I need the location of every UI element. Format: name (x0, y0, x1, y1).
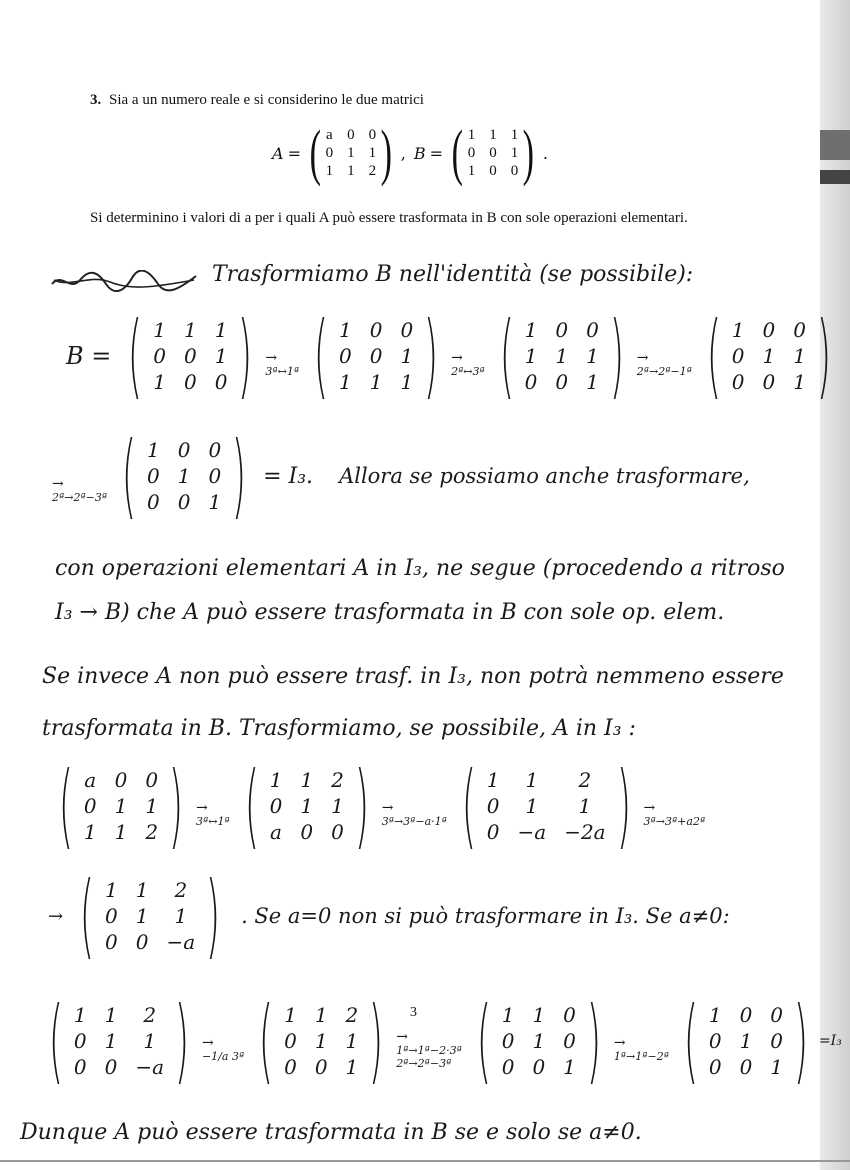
right-paren: ) (380, 119, 393, 187)
matrix-entry: 0 (486, 820, 500, 844)
matrix-entry: 1 (525, 768, 539, 792)
matrix-b (447, 119, 539, 187)
row-op-8: → −1/a 3ª (201, 1035, 245, 1063)
row-op-3: → 2ª→2ª−1ª (636, 350, 692, 378)
matrix-entry: 0 (739, 1003, 753, 1027)
matrix-entry: 0 (284, 1029, 297, 1053)
left-paren: ( (258, 987, 274, 1094)
matrix-b-step-3 (489, 302, 635, 409)
problem-matrices (272, 119, 548, 187)
matrix-entry: 1 (331, 794, 344, 818)
matrix-entry: 1 (300, 768, 314, 792)
matrix-entry: −a (166, 930, 196, 954)
matrix-entry: 0 (83, 794, 97, 818)
row-op-9: → 1ª→1ª−2·3ª 2ª→2ª−3ª (396, 1028, 462, 1070)
matrix-entry: 1 (532, 1029, 546, 1053)
matrix-entry: 1 (708, 1003, 722, 1027)
matrix-entry: 1 (153, 370, 167, 394)
matrix-entry: 0 (489, 144, 497, 161)
matrix-entry: −a (135, 1055, 165, 1079)
matrix-grid (709, 1003, 783, 1079)
matrix-entry: 2 (143, 1003, 157, 1027)
matrix-entry: 0 (563, 1003, 576, 1027)
matrix-grid (84, 768, 158, 844)
matrix-grid (326, 127, 377, 180)
matrix-entry: 0 (145, 768, 159, 792)
right-paren: ) (231, 422, 247, 529)
solution-line-6: trasformata in B. Trasformiamo, se possibile, A in I₃ : (42, 716, 636, 741)
matrix-entry: 0 (555, 370, 569, 394)
matrix-entry: 1 (300, 794, 314, 818)
matrix-entry: 1 (486, 768, 500, 792)
matrix-entry: 0 (708, 1029, 722, 1053)
arrow-icon: → (48, 905, 64, 927)
matrix-entry: 1 (400, 344, 414, 368)
matrix-a-name: A (272, 143, 284, 163)
matrix-entry: 1 (400, 370, 414, 394)
scan-edge-band (820, 170, 850, 184)
matrix-entry: 0 (300, 820, 314, 844)
row-op-5: → 3ª↔1ª (196, 800, 230, 828)
left-paren: ( (476, 987, 491, 1094)
matrix-entry: 0 (177, 490, 191, 514)
matrix-entry: 1 (114, 820, 128, 844)
matrix-grid (105, 878, 195, 954)
matrix-entry: 0 (762, 370, 776, 394)
matrix-a-step-7 (466, 987, 612, 1094)
matrix-a (305, 119, 397, 187)
problem-statement (90, 92, 424, 109)
matrix-entry: 2 (345, 1003, 359, 1027)
problem-question: Si determinino i valori di a per i quali A può essere trasformata in B con sole operazioni elementari. (90, 210, 688, 226)
matrix-entry: 0 (563, 1029, 576, 1053)
matrix-entry: 0 (135, 930, 149, 954)
matrix-entry: 1 (143, 1029, 157, 1053)
matrix-entry: 0 (708, 1055, 722, 1079)
identity-result: = I₃. (263, 463, 314, 489)
matrix-grid (147, 438, 221, 514)
matrix-entry: 0 (105, 904, 118, 928)
matrix-grid (153, 318, 227, 394)
matrix-entry: 1 (105, 878, 118, 902)
matrix-entry: 1 (338, 318, 352, 342)
matrix-entry: 1 (208, 490, 222, 514)
matrix-entry: 0 (369, 318, 383, 342)
matrix-entry: 0 (284, 1055, 297, 1079)
matrix-entry: −a (517, 820, 547, 844)
left-paren: ( (58, 752, 74, 859)
matrix-entry: 1 (314, 1003, 328, 1027)
matrix-entry: 1 (501, 1003, 515, 1027)
row-op-4: → 2ª→2ª−3ª (52, 476, 108, 504)
matrix-entry: 1 (145, 794, 159, 818)
matrix-identity-final (673, 987, 819, 1094)
matrix-entry: 1 (563, 1055, 576, 1079)
row-op-7: → 3ª→3ª+a2ª (643, 800, 706, 828)
matrix-entry: 1 (345, 1029, 359, 1053)
matrix-entry: 0 (770, 1029, 784, 1053)
chain-4-text: . Se a=0 non si può trasformare in I₃. Se a≠0: (241, 904, 730, 928)
matrix-b-step-2 (303, 302, 449, 409)
crossed-out-scribble (50, 270, 200, 292)
identity-matrix (111, 422, 257, 529)
b-label: B = (66, 342, 112, 370)
left-paren: ( (309, 119, 321, 187)
matrix-entry: 1 (135, 878, 149, 902)
problem-number: 3. (90, 92, 102, 108)
matrix-entry: 1 (586, 344, 599, 368)
matrix-entry: 0 (501, 1055, 515, 1079)
matrix-entry: 0 (208, 438, 222, 462)
solution-line-5: Se invece A non può essere trasf. in I₃, non potrà nemmeno essere (42, 664, 784, 689)
right-paren: ) (369, 987, 384, 1094)
matrix-grid (487, 768, 606, 844)
matrix-entry: −2a (564, 820, 606, 844)
matrix-entry: 1 (345, 1055, 359, 1079)
matrix-grid (468, 127, 519, 180)
equals-sign: = (429, 143, 444, 163)
right-paren: ) (586, 987, 602, 1094)
right-paren: ) (816, 302, 832, 409)
matrix-grid (74, 1003, 164, 1079)
matrix-a-step-1 (48, 752, 194, 859)
matrix-b-step-1 (117, 302, 263, 409)
matrix-a-step-3 (451, 752, 642, 859)
matrix-entry: 0 (489, 162, 497, 179)
matrix-entry: 1 (532, 1003, 546, 1027)
matrix-entry: 1 (524, 318, 538, 342)
left-paren: ( (48, 987, 64, 1094)
matrix-entry: 0 (184, 370, 197, 394)
matrix-entry: 1 (525, 794, 539, 818)
left-paren: ( (461, 752, 477, 859)
conclusion: Dunque A può essere trasformata in B se e solo se a≠0. (20, 1120, 642, 1145)
matrix-entry: 1 (104, 1003, 118, 1027)
row-op-6: → 3ª→3ª−a·1ª (381, 800, 447, 828)
matrix-entry: 0 (147, 490, 160, 514)
right-paren: ) (354, 752, 369, 859)
matrix-entry: 1 (739, 1029, 753, 1053)
scan-bottom-line (0, 1160, 850, 1162)
matrix-entry: 2 (578, 768, 592, 792)
matrix-end: . (542, 143, 548, 163)
matrix-entry: 0 (770, 1003, 784, 1027)
matrix-entry: 0 (739, 1055, 753, 1079)
matrix-entry: 2 (174, 878, 188, 902)
matrix-a-step-5 (38, 987, 200, 1094)
matrix-entry: 1 (83, 820, 97, 844)
chain-5 (38, 987, 842, 1094)
matrix-entry: 0 (208, 464, 222, 488)
matrix-entry: 0 (586, 318, 599, 342)
matrix-entry: 1 (73, 1003, 87, 1027)
matrix-entry: 0 (314, 1055, 328, 1079)
matrix-entry: 0 (467, 144, 476, 161)
matrix-entry: 0 (486, 794, 500, 818)
solution-line-1: Trasformiamo B nell'identità (se possibile): (212, 262, 694, 287)
matrix-entry: 1 (793, 370, 806, 394)
equals-sign: = (287, 143, 301, 163)
matrix-a-step-6 (248, 987, 394, 1094)
matrix-grid (339, 318, 413, 394)
chain-3 (48, 752, 709, 859)
matrix-entry: 0 (177, 438, 191, 462)
matrix-entry: 1 (214, 318, 228, 342)
matrix-entry: 0 (510, 162, 519, 179)
right-paren: ) (205, 862, 221, 969)
matrix-entry: 1 (284, 1003, 297, 1027)
left-paren: ( (244, 752, 259, 859)
matrix-entry: 0 (532, 1055, 546, 1079)
left-paren: ( (79, 862, 95, 969)
matrix-entry: 0 (762, 318, 776, 342)
matrix-entry: 1 (555, 344, 569, 368)
matrix-grid (502, 1003, 576, 1079)
matrix-entry: 0 (269, 794, 283, 818)
left-paren: ( (451, 119, 464, 187)
left-paren: ( (499, 302, 514, 409)
matrix-entry: 1 (338, 370, 352, 394)
left-paren: ( (706, 302, 722, 409)
matrix-entry: 1 (586, 370, 599, 394)
matrix-entry: 1 (467, 126, 476, 143)
matrix-entry: 0 (184, 344, 197, 368)
matrix-entry: 1 (793, 344, 806, 368)
matrix-b-name: B (413, 143, 426, 163)
matrix-entry: 1 (184, 318, 197, 342)
matrix-entry: 1 (524, 344, 538, 368)
matrix-a-step-4 (69, 862, 231, 969)
final-result: =I₃ (818, 1033, 842, 1049)
left-paren: ( (121, 422, 137, 529)
matrix-entry: 1 (153, 318, 167, 342)
matrix-entry: 0 (501, 1029, 515, 1053)
matrix-a-step-2 (234, 752, 380, 859)
problem-intro: Sia a un numero reale e si considerino le due matrici (109, 92, 424, 108)
matrix-entry: 1 (467, 162, 476, 179)
matrix-entry: 0 (114, 768, 128, 792)
matrix-entry: 2 (145, 820, 159, 844)
matrix-entry: 1 (314, 1029, 328, 1053)
matrix-entry: 0 (73, 1055, 87, 1079)
matrix-entry: 1 (325, 162, 334, 179)
matrix-grid (525, 318, 599, 394)
matrix-entry: 0 (368, 126, 377, 143)
matrix-entry: 0 (325, 144, 334, 161)
matrix-entry: 1 (269, 768, 283, 792)
page-number: 3 (410, 1005, 417, 1020)
matrix-entry: 0 (338, 344, 352, 368)
matrix-entry: 1 (731, 318, 745, 342)
solution-line-3: con operazioni elementari A in I₃, ne segue (procedendo a ritroso (55, 556, 785, 581)
matrix-entry: 1 (369, 370, 383, 394)
right-paren: ) (168, 752, 184, 859)
matrix-entry: a (84, 768, 97, 792)
right-paren: ) (238, 302, 253, 409)
separator: , (400, 143, 406, 163)
left-paren: ( (683, 987, 699, 1094)
matrix-grid (284, 1003, 358, 1079)
chain-1 (60, 302, 842, 409)
matrix-entry: 0 (147, 464, 160, 488)
matrix-entry: 0 (104, 1055, 118, 1079)
right-paren: ) (174, 987, 190, 1094)
right-paren: ) (609, 302, 624, 409)
matrix-entry: 1 (347, 162, 355, 179)
matrix-entry: 1 (578, 794, 592, 818)
matrix-entry: 1 (214, 344, 228, 368)
row-op-2: → 2ª↔3ª (451, 350, 485, 378)
matrix-entry: 1 (114, 794, 128, 818)
matrix-entry: 1 (347, 144, 355, 161)
row-op-10: → 1ª→1ª−2ª (613, 1035, 669, 1063)
matrix-entry: 0 (153, 344, 167, 368)
matrix-entry: 2 (368, 162, 377, 179)
matrix-entry: 0 (331, 820, 344, 844)
matrix-entry: 0 (731, 370, 745, 394)
right-paren: ) (522, 119, 535, 187)
matrix-entry: 0 (400, 318, 414, 342)
row-op-1: → 3ª↔1ª (265, 350, 300, 378)
matrix-entry: 0 (369, 344, 383, 368)
matrix-entry: 0 (731, 344, 745, 368)
matrix-entry: 0 (524, 370, 538, 394)
matrix-entry: 1 (104, 1029, 118, 1053)
matrix-entry: 0 (73, 1029, 87, 1053)
matrix-entry: 1 (489, 126, 497, 143)
matrix-entry: 1 (510, 144, 519, 161)
matrix-entry: 1 (135, 904, 149, 928)
matrix-entry: 1 (147, 438, 160, 462)
chain-4 (48, 862, 730, 969)
matrix-b-step-4 (696, 302, 842, 409)
matrix-grid (270, 768, 344, 844)
matrix-entry: 1 (174, 904, 188, 928)
matrix-entry: 1 (177, 464, 191, 488)
right-paren: ) (423, 302, 439, 409)
matrix-grid (732, 318, 806, 394)
solution-line-4: I₃ → B) che A può essere trasformata in B con sole op. elem. (55, 600, 725, 625)
left-paren: ( (313, 302, 329, 409)
scan-edge-band (820, 130, 850, 160)
chain-2-text: Allora se possiamo anche trasformare, (339, 464, 750, 488)
left-paren: ( (128, 302, 143, 409)
matrix-entry: a (269, 820, 282, 844)
matrix-entry: a (326, 126, 333, 143)
right-paren: ) (793, 987, 809, 1094)
matrix-entry: 0 (555, 318, 569, 342)
matrix-entry: 1 (368, 144, 377, 161)
matrix-entry: 0 (347, 126, 355, 143)
right-paren: ) (616, 752, 631, 859)
matrix-entry: 1 (770, 1055, 784, 1079)
matrix-entry: 2 (331, 768, 344, 792)
matrix-entry: 0 (214, 370, 228, 394)
chain-2 (50, 422, 750, 529)
matrix-entry: 1 (762, 344, 776, 368)
matrix-entry: 0 (105, 930, 118, 954)
matrix-entry: 0 (793, 318, 806, 342)
matrix-entry: 1 (510, 126, 519, 143)
